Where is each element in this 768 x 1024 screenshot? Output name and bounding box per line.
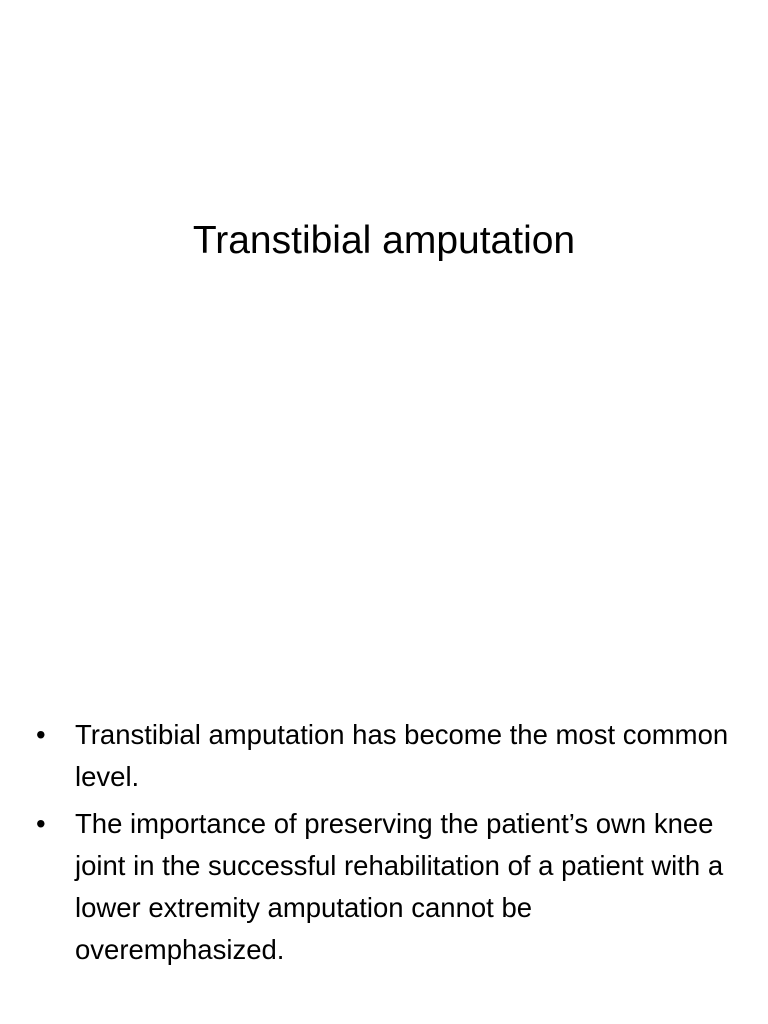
bullet-text: Transtibial amputation has become the most common level. — [75, 719, 729, 792]
bullet-item — [36, 803, 736, 971]
bullet-list — [36, 714, 736, 976]
bullet-text: The importance of preserving the patient’s own knee joint in the successful rehabilitation of a patient with a lower extremity amputation cannot be overemphasized. — [75, 808, 724, 965]
bullet-dot-icon: • — [36, 719, 46, 750]
bullet-dot-icon: • — [36, 808, 46, 839]
slide-title: Transtibial amputation — [192, 219, 576, 262]
bullet-item — [36, 714, 736, 798]
